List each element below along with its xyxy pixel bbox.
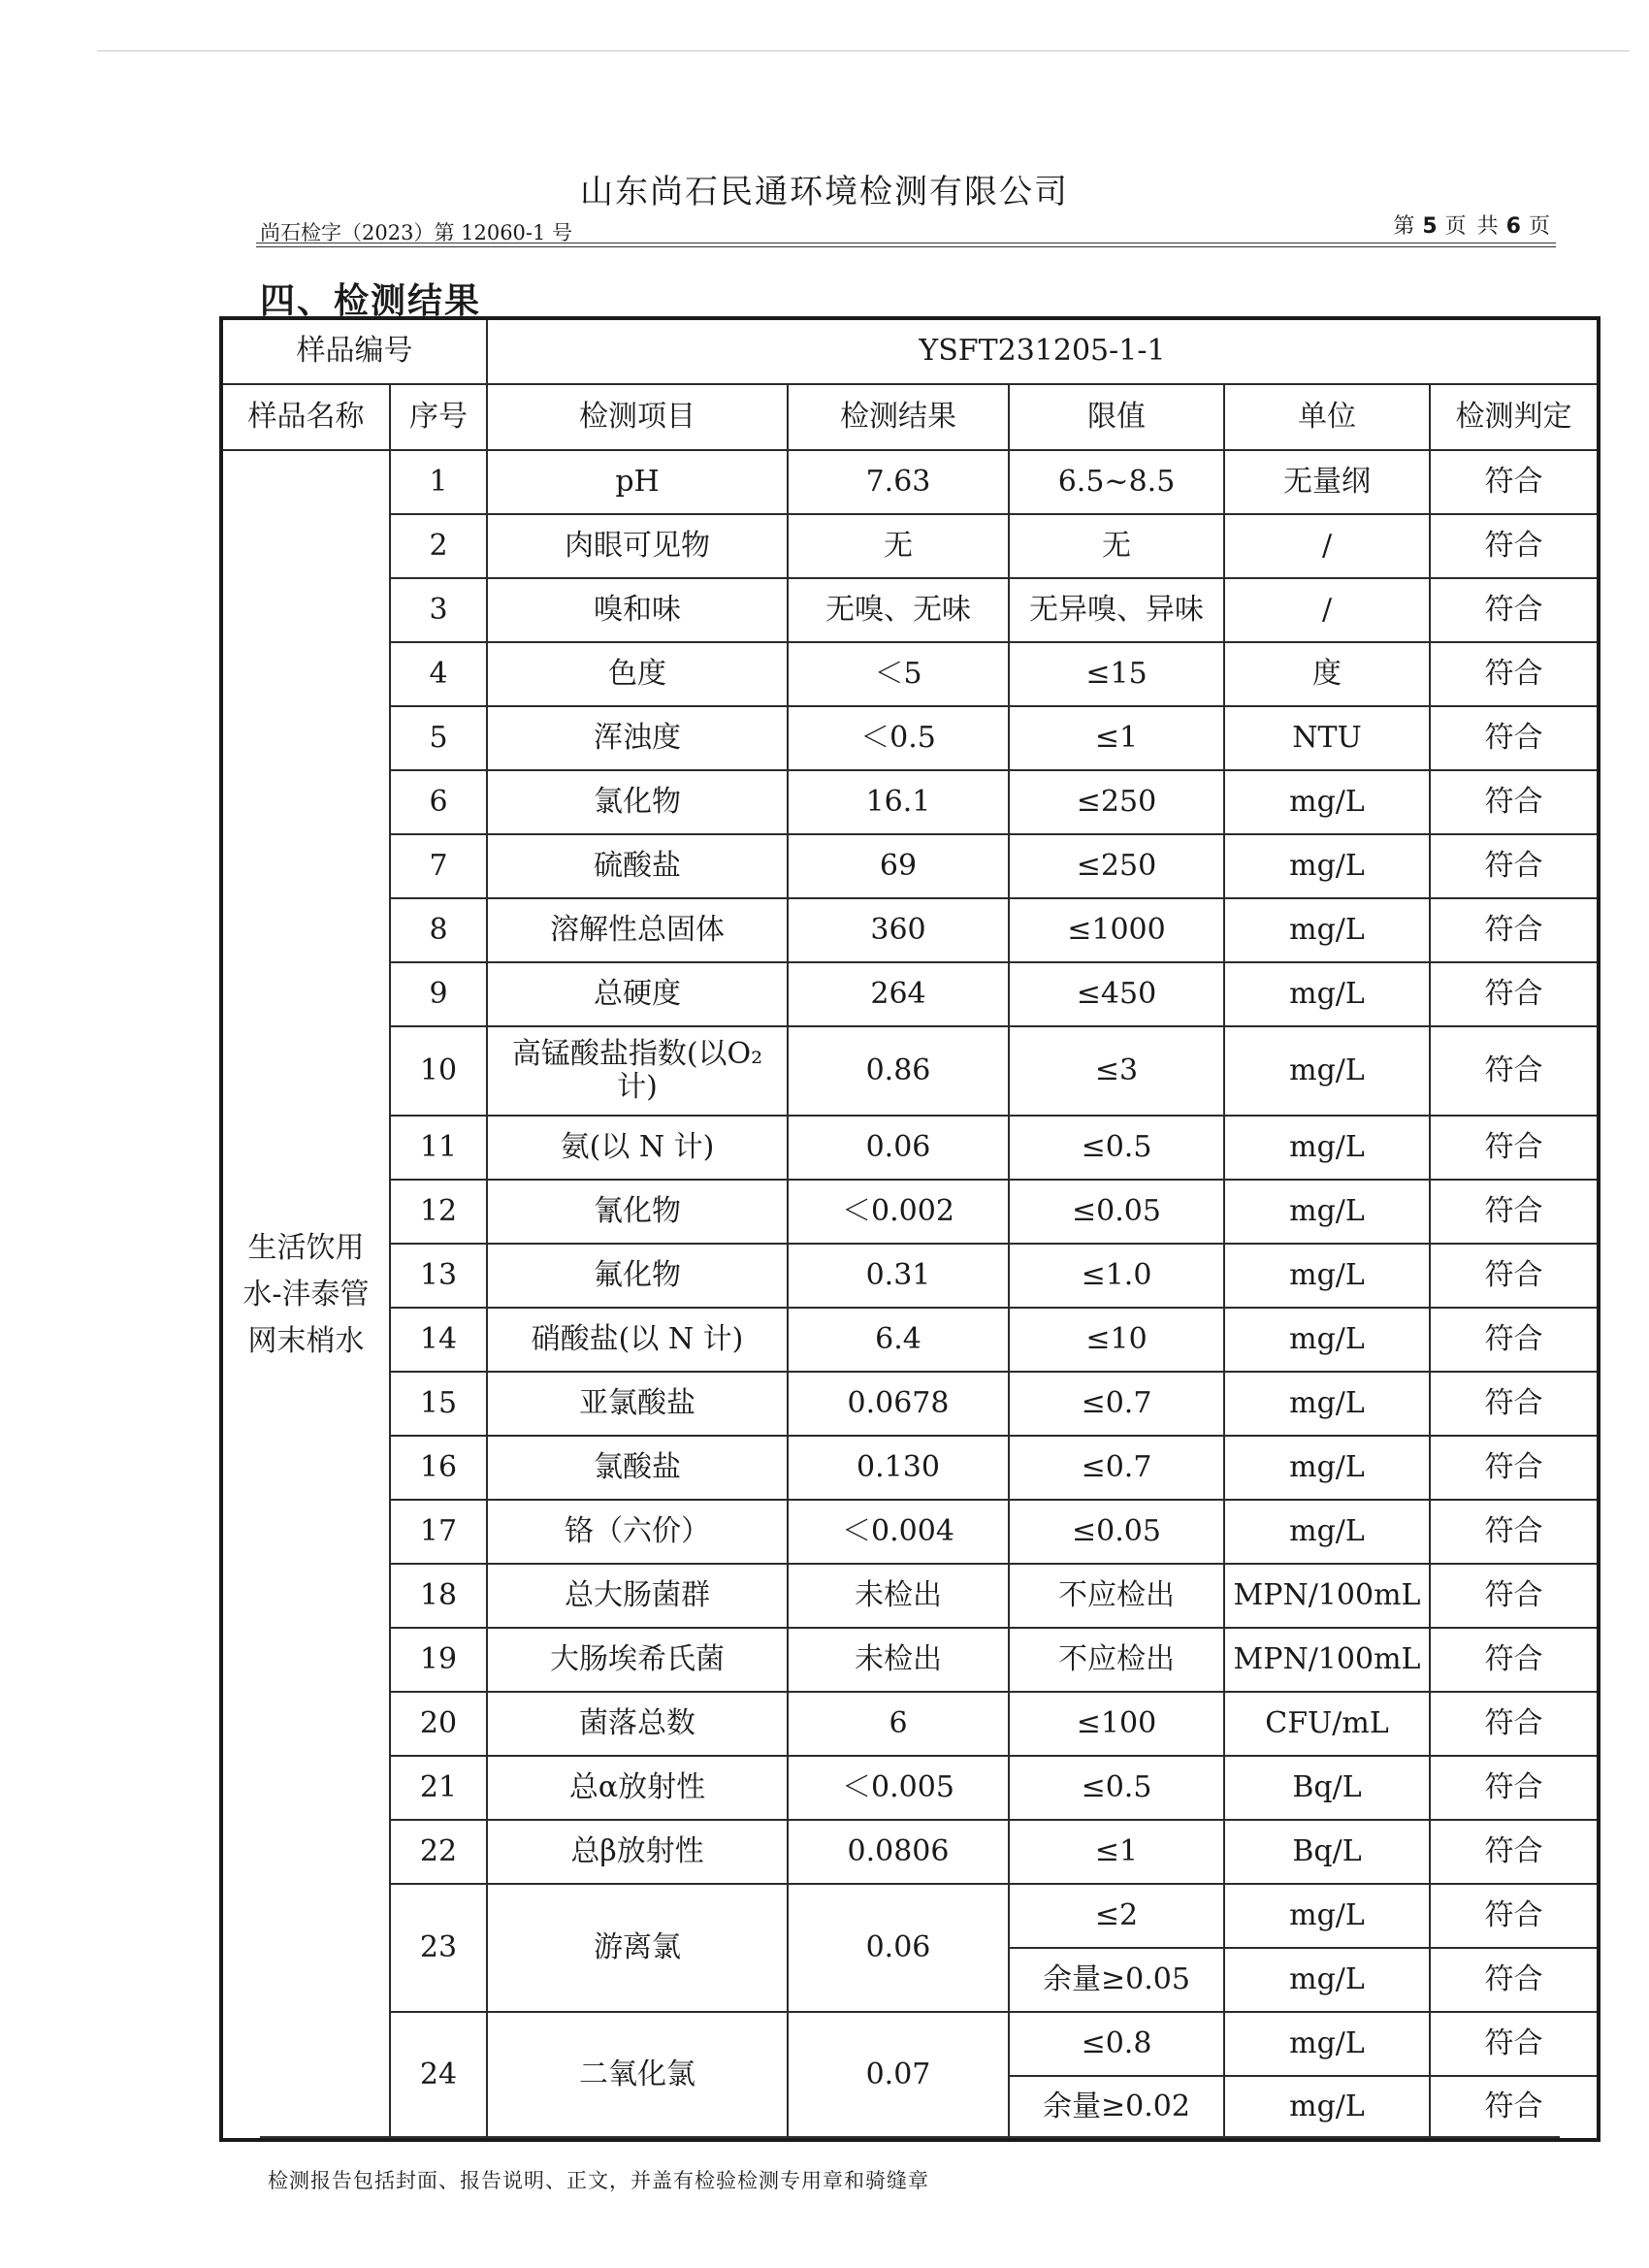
row-limit: 无 bbox=[1009, 514, 1224, 578]
row-limit: ≤1.0 bbox=[1009, 1244, 1224, 1308]
row-item: 大肠埃希氏菌 bbox=[487, 1628, 788, 1692]
row-result: 360 bbox=[788, 898, 1009, 962]
table-row bbox=[221, 1308, 1599, 1372]
results-table-body bbox=[221, 318, 1599, 2140]
row-no: 6 bbox=[390, 770, 487, 834]
row-item: 色度 bbox=[487, 642, 788, 706]
row-limit: ≤250 bbox=[1009, 770, 1224, 834]
report-number: 尚石检字（2023）第 12060-1 号 bbox=[260, 221, 573, 244]
row-unit: mg/L bbox=[1224, 898, 1430, 962]
row-item: 氨(以 N 计) bbox=[487, 1116, 788, 1180]
row-item: 总硬度 bbox=[487, 962, 788, 1026]
row-limit: ≤0.5 bbox=[1009, 1116, 1224, 1180]
row-result: 0.31 bbox=[788, 1244, 1009, 1308]
row-judgement: 符合 bbox=[1430, 450, 1599, 514]
col-header-unit: 单位 bbox=[1224, 384, 1430, 450]
row-item: 硫酸盐 bbox=[487, 834, 788, 898]
table-row bbox=[221, 1884, 1599, 1948]
page-prefix: 第 bbox=[1393, 214, 1417, 239]
row-no: 16 bbox=[390, 1436, 487, 1500]
row-result: 0.06 bbox=[788, 1884, 1009, 2012]
row-item: 溶解性总固体 bbox=[487, 898, 788, 962]
table-row bbox=[221, 1500, 1599, 1564]
row-no: 17 bbox=[390, 1500, 487, 1564]
table-row bbox=[221, 1564, 1599, 1628]
row-limit: ≤15 bbox=[1009, 642, 1224, 706]
row-item: 肉眼可见物 bbox=[487, 514, 788, 578]
row-unit: mg/L bbox=[1224, 962, 1430, 1026]
page-current: 5 bbox=[1422, 214, 1439, 239]
row-limit: ≤1000 bbox=[1009, 898, 1224, 962]
row-judgement: 符合 bbox=[1430, 1026, 1599, 1116]
table-row bbox=[221, 514, 1599, 578]
row-judgement: 符合 bbox=[1430, 1372, 1599, 1436]
row-judgement: 符合 bbox=[1430, 1180, 1599, 1244]
row-unit: NTU bbox=[1224, 706, 1430, 770]
row-judgement: 符合 bbox=[1430, 1244, 1599, 1308]
row-unit: mg/L bbox=[1224, 2012, 1430, 2076]
row-item: pH bbox=[487, 450, 788, 514]
row-unit: mg/L bbox=[1224, 1500, 1430, 1564]
row-limit: ≤0.7 bbox=[1009, 1372, 1224, 1436]
row-limit: ≤10 bbox=[1009, 1308, 1224, 1372]
row-limit: ≤0.8 bbox=[1009, 2012, 1224, 2076]
row-no: 5 bbox=[390, 706, 487, 770]
row-limit: 6.5~8.5 bbox=[1009, 450, 1224, 514]
row-judgement: 符合 bbox=[1430, 1116, 1599, 1180]
row-no: 18 bbox=[390, 1564, 487, 1628]
row-no: 1 bbox=[390, 450, 487, 514]
row-judgement: 符合 bbox=[1430, 898, 1599, 962]
row-item: 嗅和味 bbox=[487, 578, 788, 642]
row-no: 9 bbox=[390, 962, 487, 1026]
row-limit: ≤2 bbox=[1009, 1884, 1224, 1948]
row-result: 未检出 bbox=[788, 1628, 1009, 1692]
table-row bbox=[221, 578, 1599, 642]
top-divider bbox=[97, 50, 1630, 51]
row-judgement: 符合 bbox=[1430, 706, 1599, 770]
row-result: ＜0.5 bbox=[788, 706, 1009, 770]
row-item: 游离氯 bbox=[487, 1884, 788, 2012]
row-unit: 度 bbox=[1224, 642, 1430, 706]
table-row bbox=[221, 834, 1599, 898]
row-limit: ≤1 bbox=[1009, 1820, 1224, 1884]
row-judgement: 符合 bbox=[1430, 2012, 1599, 2076]
row-no: 11 bbox=[390, 1116, 487, 1180]
row-judgement: 符合 bbox=[1430, 2076, 1599, 2140]
row-item: 氯酸盐 bbox=[487, 1436, 788, 1500]
row-result: 0.07 bbox=[788, 2012, 1009, 2140]
row-unit: mg/L bbox=[1224, 1180, 1430, 1244]
row-no: 19 bbox=[390, 1628, 487, 1692]
row-item: 总α放射性 bbox=[487, 1756, 788, 1820]
row-item: 高锰酸盐指数(以O₂计) bbox=[487, 1026, 788, 1116]
row-unit: mg/L bbox=[1224, 834, 1430, 898]
row-limit: ≤0.7 bbox=[1009, 1436, 1224, 1500]
table-row bbox=[221, 1372, 1599, 1436]
row-no: 10 bbox=[390, 1026, 487, 1116]
row-limit: 无异嗅、异味 bbox=[1009, 578, 1224, 642]
row-item: 硝酸盐(以 N 计) bbox=[487, 1308, 788, 1372]
row-unit: / bbox=[1224, 514, 1430, 578]
row-result: 未检出 bbox=[788, 1564, 1009, 1628]
row-limit: 余量≥0.05 bbox=[1009, 1948, 1224, 2012]
row-limit: 不应检出 bbox=[1009, 1564, 1224, 1628]
row-no: 4 bbox=[390, 642, 487, 706]
company-name: 山东尚石民通环境检测有限公司 bbox=[580, 173, 1069, 211]
row-item: 亚氯酸盐 bbox=[487, 1372, 788, 1436]
row-unit: mg/L bbox=[1224, 770, 1430, 834]
row-no: 12 bbox=[390, 1180, 487, 1244]
footer-divider bbox=[260, 2136, 1560, 2138]
row-unit: mg/L bbox=[1224, 1026, 1430, 1116]
row-result: 7.63 bbox=[788, 450, 1009, 514]
page-total: 6 bbox=[1505, 214, 1523, 239]
row-result: ＜0.002 bbox=[788, 1180, 1009, 1244]
table-row bbox=[221, 706, 1599, 770]
row-result: 69 bbox=[788, 834, 1009, 898]
row-result: ＜0.004 bbox=[788, 1500, 1009, 1564]
row-unit: / bbox=[1224, 578, 1430, 642]
row-result: 6.4 bbox=[788, 1308, 1009, 1372]
table-row bbox=[221, 1026, 1599, 1116]
row-unit: mg/L bbox=[1224, 1308, 1430, 1372]
table-row bbox=[221, 450, 1599, 514]
row-judgement: 符合 bbox=[1430, 1564, 1599, 1628]
row-item: 菌落总数 bbox=[487, 1692, 788, 1756]
table-row bbox=[221, 1756, 1599, 1820]
row-unit: mg/L bbox=[1224, 1948, 1430, 2012]
row-judgement: 符合 bbox=[1430, 1948, 1599, 2012]
row-result: 无 bbox=[788, 514, 1009, 578]
table-row bbox=[221, 1692, 1599, 1756]
row-unit: CFU/mL bbox=[1224, 1692, 1430, 1756]
row-judgement: 符合 bbox=[1430, 578, 1599, 642]
row-result: 0.0806 bbox=[788, 1820, 1009, 1884]
row-limit: 不应检出 bbox=[1009, 1628, 1224, 1692]
row-unit: mg/L bbox=[1224, 1884, 1430, 1948]
sample-name: 生活饮用水-沣泰管网末梢水 bbox=[221, 450, 390, 2140]
table-row bbox=[221, 962, 1599, 1026]
row-no: 20 bbox=[390, 1692, 487, 1756]
table-row bbox=[221, 1180, 1599, 1244]
row-no: 8 bbox=[390, 898, 487, 962]
table-row bbox=[221, 2012, 1599, 2076]
results-table bbox=[219, 316, 1600, 2142]
row-judgement: 符合 bbox=[1430, 1628, 1599, 1692]
col-header-no: 序号 bbox=[390, 384, 487, 450]
row-result: 0.06 bbox=[788, 1116, 1009, 1180]
row-limit: 余量≥0.02 bbox=[1009, 2076, 1224, 2140]
row-item: 总大肠菌群 bbox=[487, 1564, 788, 1628]
table-row bbox=[221, 898, 1599, 962]
row-no: 2 bbox=[390, 514, 487, 578]
row-no: 13 bbox=[390, 1244, 487, 1308]
table-row bbox=[221, 1436, 1599, 1500]
row-no: 14 bbox=[390, 1308, 487, 1372]
row-no: 3 bbox=[390, 578, 487, 642]
row-item: 浑浊度 bbox=[487, 706, 788, 770]
footer-note: 检测报告包括封面、报告说明、正文，并盖有检验检测专用章和骑缝章 bbox=[268, 2169, 929, 2192]
row-unit: Bq/L bbox=[1224, 1820, 1430, 1884]
row-judgement: 符合 bbox=[1430, 1436, 1599, 1500]
row-result: 16.1 bbox=[788, 770, 1009, 834]
row-item: 氟化物 bbox=[487, 1244, 788, 1308]
row-unit: mg/L bbox=[1224, 2076, 1430, 2140]
row-item: 铬（六价） bbox=[487, 1500, 788, 1564]
row-unit: mg/L bbox=[1224, 1116, 1430, 1180]
row-result: ＜5 bbox=[788, 642, 1009, 706]
header-divider bbox=[256, 243, 1556, 247]
page-suffix: 页 bbox=[1528, 214, 1552, 239]
row-limit: ≤0.5 bbox=[1009, 1756, 1224, 1820]
row-result: 0.86 bbox=[788, 1026, 1009, 1116]
table-row bbox=[221, 1244, 1599, 1308]
row-unit: MPN/100mL bbox=[1224, 1564, 1430, 1628]
col-header-sample-name: 样品名称 bbox=[221, 384, 390, 450]
row-judgement: 符合 bbox=[1430, 1692, 1599, 1756]
row-unit: MPN/100mL bbox=[1224, 1628, 1430, 1692]
sample-id-value: YSFT231205-1-1 bbox=[487, 318, 1599, 384]
row-limit: ≤3 bbox=[1009, 1026, 1224, 1116]
row-judgement: 符合 bbox=[1430, 1308, 1599, 1372]
table-row bbox=[221, 1820, 1599, 1884]
row-unit: mg/L bbox=[1224, 1244, 1430, 1308]
col-header-result: 检测结果 bbox=[788, 384, 1009, 450]
row-result: 6 bbox=[788, 1692, 1009, 1756]
row-judgement: 符合 bbox=[1430, 1820, 1599, 1884]
row-result: 0.0678 bbox=[788, 1372, 1009, 1436]
row-limit: ≤1 bbox=[1009, 706, 1224, 770]
row-result: ＜0.005 bbox=[788, 1756, 1009, 1820]
row-unit: Bq/L bbox=[1224, 1756, 1430, 1820]
table-row bbox=[221, 1628, 1599, 1692]
row-judgement: 符合 bbox=[1430, 1756, 1599, 1820]
row-unit: 无量纲 bbox=[1224, 450, 1430, 514]
row-no: 21 bbox=[390, 1756, 487, 1820]
row-judgement: 符合 bbox=[1430, 834, 1599, 898]
row-judgement: 符合 bbox=[1430, 514, 1599, 578]
row-limit: ≤450 bbox=[1009, 962, 1224, 1026]
row-no: 24 bbox=[390, 2012, 487, 2140]
row-limit: ≤250 bbox=[1009, 834, 1224, 898]
row-item: 氰化物 bbox=[487, 1180, 788, 1244]
column-header-row bbox=[221, 384, 1599, 450]
page-indicator bbox=[1393, 210, 1552, 240]
row-item: 氯化物 bbox=[487, 770, 788, 834]
row-no: 15 bbox=[390, 1372, 487, 1436]
row-limit: ≤0.05 bbox=[1009, 1180, 1224, 1244]
sample-id-row bbox=[221, 318, 1599, 384]
section-title: 四、检测结果 bbox=[260, 281, 482, 321]
row-result: 264 bbox=[788, 962, 1009, 1026]
row-judgement: 符合 bbox=[1430, 1884, 1599, 1948]
col-header-limit: 限值 bbox=[1009, 384, 1224, 450]
col-header-judgement: 检测判定 bbox=[1430, 384, 1599, 450]
row-item: 二氧化氯 bbox=[487, 2012, 788, 2140]
sample-id-label: 样品编号 bbox=[221, 318, 487, 384]
row-item: 总β放射性 bbox=[487, 1820, 788, 1884]
row-unit: mg/L bbox=[1224, 1372, 1430, 1436]
table-row bbox=[221, 770, 1599, 834]
row-judgement: 符合 bbox=[1430, 642, 1599, 706]
row-no: 23 bbox=[390, 1884, 487, 2012]
row-result: 0.130 bbox=[788, 1436, 1009, 1500]
page-mid: 页 共 bbox=[1444, 214, 1501, 239]
row-judgement: 符合 bbox=[1430, 1500, 1599, 1564]
row-unit: mg/L bbox=[1224, 1436, 1430, 1500]
row-limit: ≤100 bbox=[1009, 1692, 1224, 1756]
col-header-item: 检测项目 bbox=[487, 384, 788, 450]
table-row bbox=[221, 1116, 1599, 1180]
row-judgement: 符合 bbox=[1430, 770, 1599, 834]
table-row bbox=[221, 642, 1599, 706]
row-no: 7 bbox=[390, 834, 487, 898]
row-no: 22 bbox=[390, 1820, 487, 1884]
row-result: 无嗅、无味 bbox=[788, 578, 1009, 642]
row-limit: ≤0.05 bbox=[1009, 1500, 1224, 1564]
row-judgement: 符合 bbox=[1430, 962, 1599, 1026]
